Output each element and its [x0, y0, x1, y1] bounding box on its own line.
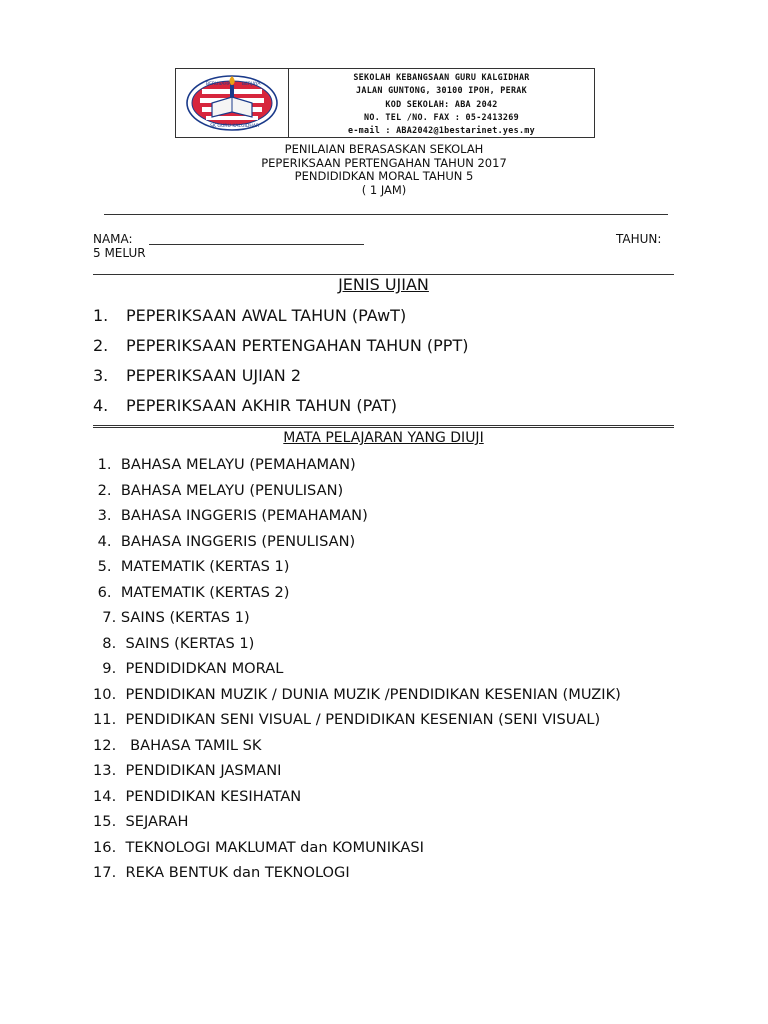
school-phone: NO. TEL /NO. FAX : 05-2413269 [364, 111, 519, 122]
subject-item: 11. PENDIDIKAN SENI VISUAL / PENDIDIKAN KESENIAN (SENI VISUAL) [93, 711, 601, 728]
exam-type-number: 2. [93, 336, 109, 355]
exam-subject: PENDIDIDKAN MORAL TAHUN 5 [294, 169, 474, 183]
exam-type-label: PEPERIKSAAN AWAL TAHUN (PAwT) [126, 306, 407, 325]
svg-text:SK GURU KALGIDHAR: SK GURU KALGIDHAR [210, 124, 260, 129]
exam-type-label: PEPERIKSAAN UJIAN 2 [126, 366, 302, 385]
exam-type-label: PEPERIKSAAN PERTENGAHAN TAHUN (PPT) [126, 336, 469, 355]
mata-pelajaran-title: MATA PELAJARAN YANG DIUJI [283, 430, 484, 446]
subject-item: 3. BAHASA INGGERIS (PEMAHAMAN) [93, 507, 368, 524]
subject-item: 17. REKA BENTUK dan TEKNOLOGI [93, 864, 350, 881]
subject-item: 10. PENDIDIKAN MUZIK / DUNIA MUZIK /PENDIDIKAN KESENIAN (MUZIK) [93, 685, 621, 703]
subject-item: 15. SEJARAH [93, 813, 189, 830]
school-details [289, 69, 594, 137]
exam-type-item [93, 302, 693, 332]
school-logo-icon [184, 73, 280, 133]
subject-item: 16. TEKNOLOGI MAKLUMAT dan KOMUNIKASI [93, 838, 424, 856]
exam-type-number: 1. [93, 306, 109, 325]
subject-item: 4. BAHASA INGGERIS (PENULISAN) [93, 532, 356, 550]
subject-item: 2. BAHASA MELAYU (PENULISAN) [93, 481, 344, 499]
subject-item: 7. SAINS (KERTAS 1) [93, 609, 250, 626]
nama-label: NAMA: [93, 232, 133, 246]
school-address: JALAN GUNTONG, 30100 IPOH, PERAK [356, 85, 527, 96]
divider [104, 214, 668, 215]
exam-type-item [93, 362, 693, 392]
school-email: e-mail : ABA2042@1bestarinet.yes.my [348, 125, 535, 136]
subject-item: 6. MATEMATIK (KERTAS 2) [93, 583, 290, 601]
exam-duration: ( 1 JAM) [361, 182, 407, 197]
exam-session: PEPERIKSAAN PERTENGAHAN TAHUN 2017 [261, 155, 507, 170]
subject-item: 1. BAHASA MELAYU (PEMAHAMAN) [93, 456, 356, 473]
subject-item: 12. BAHASA TAMIL SK [93, 736, 262, 754]
subject-item: 8. SAINS (KERTAS 1) [93, 634, 255, 652]
exam-type-list [93, 302, 693, 422]
subject-item: 5. MATEMATIK (KERTAS 1) [93, 558, 290, 575]
divider [93, 425, 674, 426]
svg-text:BERJAYA: BERJAYA [242, 82, 261, 87]
school-header [175, 68, 595, 138]
exam-type-label: PEPERIKSAAN AKHIR TAHUN (PAT) [126, 396, 397, 415]
divider [93, 427, 674, 428]
svg-text:BERUSAHA: BERUSAHA [206, 82, 231, 87]
exam-info [175, 143, 593, 197]
exam-type-number: 3. [93, 366, 109, 385]
exam-type-number: 4. [93, 396, 109, 415]
tahun-label: TAHUN: [616, 232, 662, 246]
kelas-value: 5 MELUR [93, 246, 146, 260]
subject-item: 14. PENDIDIKAN KESIHATAN [93, 787, 302, 805]
school-logo-cell [176, 69, 289, 137]
school-name: SEKOLAH KEBANGSAAN GURU KALGIDHAR [353, 72, 530, 82]
exam-assessment: PENILAIAN BERASASKAN SEKOLAH [284, 142, 484, 156]
nama-field[interactable] [149, 244, 364, 245]
jenis-ujian-title: JENIS UJIAN [338, 275, 429, 294]
exam-type-item [93, 392, 693, 422]
subject-item: 13. PENDIDIKAN JASMANI [93, 762, 282, 779]
subject-item: 9. PENDIDIDKAN MORAL [93, 660, 284, 677]
school-code: KOD SEKOLAH: ABA 2042 [385, 98, 498, 109]
exam-type-item [93, 332, 693, 362]
subject-list [93, 452, 693, 886]
